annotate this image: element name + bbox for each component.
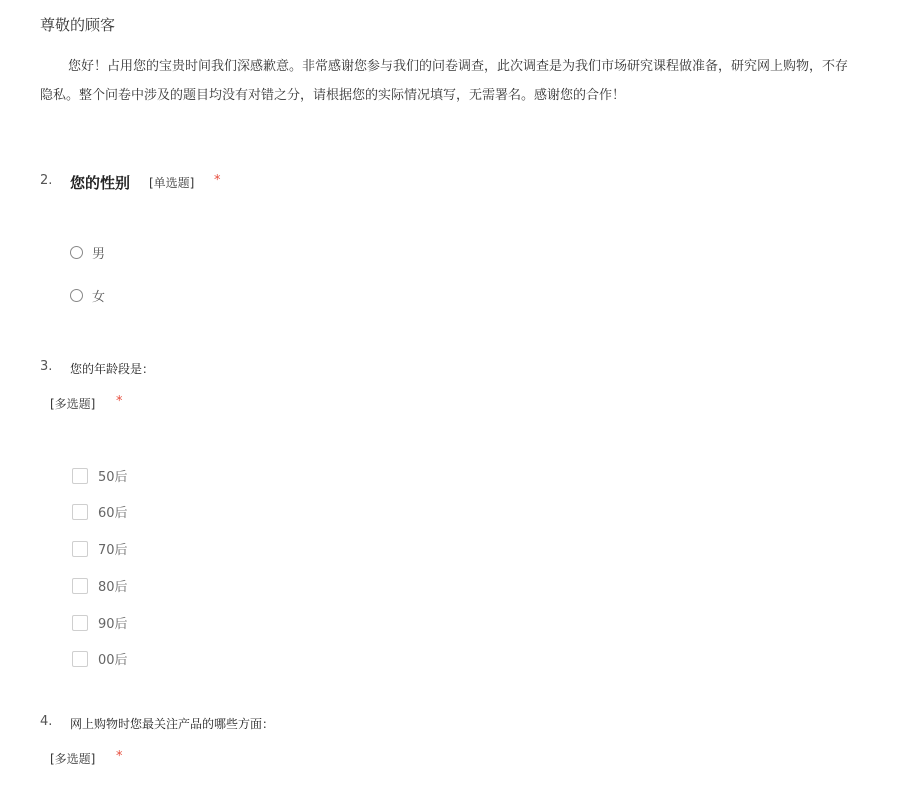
- intro-line-2: 隐私。整个问卷中涉及的题目均没有对错之分，请根据您的实际情况填写，无需署名。感谢您的合作！: [40, 88, 626, 103]
- question-number: 4.: [40, 714, 53, 729]
- option-label: 男: [92, 247, 106, 262]
- intro-paragraph: [40, 52, 900, 110]
- required-mark: *: [116, 394, 123, 409]
- required-mark: *: [214, 173, 221, 188]
- option-label: 70后: [98, 543, 128, 558]
- question-title: 您的性别: [70, 174, 131, 192]
- radio-button[interactable]: [70, 289, 83, 302]
- option-label: 60后: [98, 506, 128, 521]
- checkbox[interactable]: [72, 651, 88, 667]
- question-title: 您的年龄段是：: [70, 362, 155, 376]
- question-type-badge: [多选题]: [50, 752, 96, 766]
- question-number: 2.: [40, 173, 53, 188]
- option-label: 90后: [98, 617, 128, 632]
- checkbox[interactable]: [72, 541, 88, 557]
- option-female[interactable]: [70, 286, 105, 305]
- checkbox[interactable]: [72, 578, 88, 594]
- required-mark: *: [116, 749, 123, 764]
- option-age-00s[interactable]: [72, 649, 128, 668]
- radio-button[interactable]: [70, 246, 83, 259]
- option-age-80s[interactable]: [72, 576, 128, 595]
- option-label: 80后: [98, 580, 128, 595]
- question-type-badge: [单选题]: [149, 176, 195, 190]
- option-label: 女: [92, 290, 106, 305]
- option-age-60s[interactable]: [72, 502, 128, 521]
- option-label: 00后: [98, 653, 128, 668]
- question-title: 网上购物时您最关注产品的哪些方面：: [70, 717, 275, 731]
- checkbox[interactable]: [72, 468, 88, 484]
- option-male[interactable]: [70, 243, 105, 262]
- option-age-90s[interactable]: [72, 613, 128, 632]
- question-type-badge: [多选题]: [50, 397, 96, 411]
- option-age-50s[interactable]: [72, 466, 128, 485]
- checkbox[interactable]: [72, 615, 88, 631]
- intro-line-1: 您好！占用您的宝贵时间我们深感歉意。非常感谢您参与我们的问卷调查，此次调查是为我们市场研究课程做准备，研究网上购物，不存: [68, 59, 849, 74]
- checkbox[interactable]: [72, 504, 88, 520]
- greeting-heading: 尊敬的顾客: [40, 16, 116, 34]
- option-age-70s[interactable]: [72, 539, 128, 558]
- question-number: 3.: [40, 359, 53, 374]
- option-label: 50后: [98, 470, 128, 485]
